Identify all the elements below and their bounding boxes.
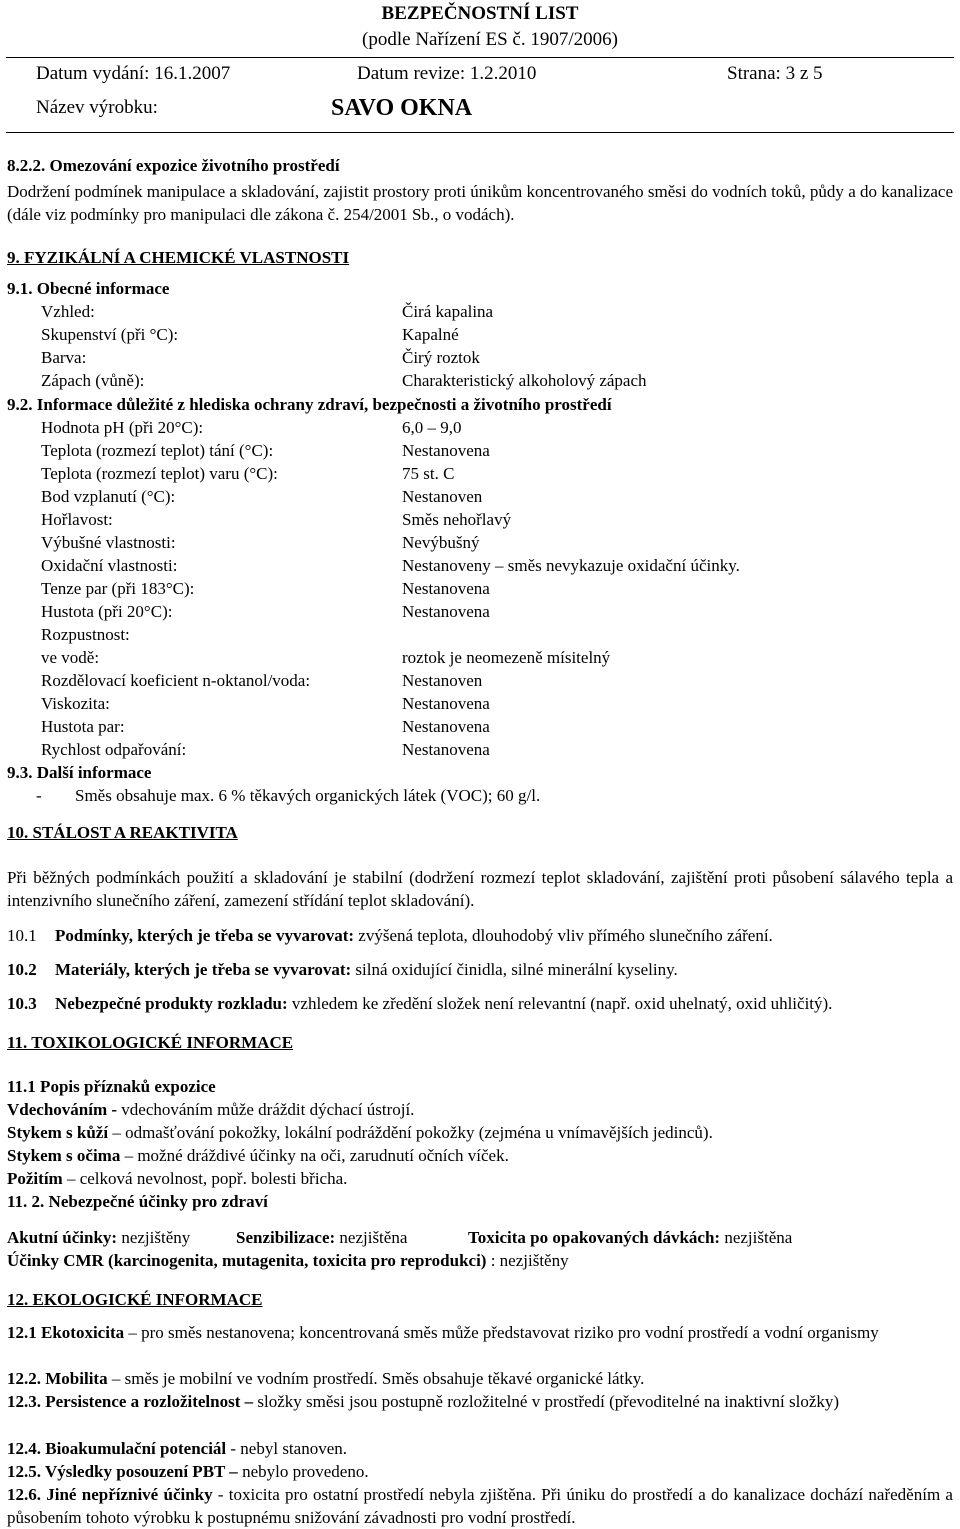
section-12-5-label: 12.5. Výsledky posouzení PBT – xyxy=(7,1462,238,1481)
repeated-dose-value: nezjištěna xyxy=(720,1228,793,1247)
prop-value-flammability: Směs nehořlavý xyxy=(402,510,512,529)
prop-label-density: Hustota (při 20°C): xyxy=(41,602,173,621)
document-title: BEZPEČNOSTNÍ LIST xyxy=(381,3,579,24)
route-inhalation xyxy=(7,1100,414,1120)
section-10-1-number: 10.1 xyxy=(7,926,37,945)
section-12-4-text: - nebyl stanoven. xyxy=(226,1439,347,1458)
prop-value-explosive: Nevýbušný xyxy=(402,533,480,552)
section-12-6-label: 12.6. Jiné nepříznivé účinky xyxy=(7,1485,213,1504)
prop-value-melting: Nestanovena xyxy=(402,441,490,460)
section-9-heading: 9. FYZIKÁLNÍ A CHEMICKÉ VLASTNOSTI xyxy=(7,248,350,267)
section-9-2-heading: 9.2. Informace důležité z hlediska ochrany zdraví, bezpečnosti a životního prostředí xyxy=(7,395,612,414)
section-12-4-label: 12.4. Bioakumulační potenciál xyxy=(7,1439,227,1458)
prop-label-melting: Teplota (rozmezí teplot) tání (°C): xyxy=(41,441,274,460)
section-10-2-text xyxy=(55,960,678,980)
sensitization-value: nezjištěna xyxy=(335,1228,408,1247)
route-ingestion-label: Požitím xyxy=(7,1169,63,1188)
section-12-3-label: 12.3. Persistence a rozložitelnost – xyxy=(7,1392,254,1411)
section-9-3-dash: - xyxy=(36,786,42,805)
prop-label-partition: Rozdělovací koeficient n-oktanol/voda: xyxy=(41,671,311,690)
section-12-2-text: – směs je mobilní ve vodním prostředí. Směs obsahuje těkavé organické látky. xyxy=(107,1369,645,1388)
section-9-3-text: Směs obsahuje max. 6 % těkavých organických látek (VOC); 60 g/l. xyxy=(75,786,541,805)
route-ingestion xyxy=(7,1169,347,1189)
prop-value-evaporation: Nestanovena xyxy=(402,740,490,759)
section-12-heading: 12. EKOLOGICKÉ INFORMACE xyxy=(7,1290,263,1309)
section-10-2-value: silná oxidující činidla, silné minerální kyseliny. xyxy=(351,960,678,979)
acute-effects-value: nezjištěny xyxy=(117,1228,191,1247)
section-12-5-text: nebylo provedeno. xyxy=(237,1462,369,1481)
section-12-6 xyxy=(7,1483,953,1529)
prop-value-odor: Charakteristický alkoholový zápach xyxy=(402,371,647,390)
header-top-rule xyxy=(6,57,954,58)
cmr-effects xyxy=(7,1251,569,1271)
prop-label-viscosity: Viskozita: xyxy=(41,694,110,713)
section-10-3-number: 10.3 xyxy=(7,994,37,1013)
section-12-3-text: složky směsi jsou postupně rozložitelné v prostředí (převoditelné na inaktivní složky) xyxy=(253,1392,840,1411)
prop-value-viscosity: Nestanovena xyxy=(402,694,490,713)
prop-value-vapor-density: Nestanovena xyxy=(402,717,490,736)
prop-label-ph: Hodnota pH (při 20°C): xyxy=(41,418,204,437)
prop-value-color: Čirý roztok xyxy=(402,348,480,367)
acute-effects xyxy=(7,1228,190,1248)
route-inhalation-text: vdechováním může dráždit dýchací ústrojí. xyxy=(117,1100,415,1119)
route-eyes xyxy=(7,1146,509,1166)
section-12-1-text: – pro směs nestanovena; koncentrovaná směs může představovat riziko pro vodní prostředí a vodní organismy xyxy=(124,1323,879,1342)
section-12-1-label: 12.1 Ekotoxicita xyxy=(7,1323,125,1342)
section-12-5 xyxy=(7,1460,953,1483)
prop-label-solubility: Rozpustnost: xyxy=(41,625,130,644)
prop-label-evaporation: Rychlost odpařování: xyxy=(41,740,187,759)
product-label: Název výrobku: xyxy=(36,97,158,118)
prop-value-oxidizing: Nestanoveny – směs nevykazuje oxidační účinky. xyxy=(402,556,740,575)
section-11-heading: 11. TOXIKOLOGICKÉ INFORMACE xyxy=(7,1033,294,1052)
route-inhalation-label: Vdechováním - xyxy=(7,1100,118,1119)
section-10-3-text xyxy=(55,994,832,1014)
section-12-2-label: 12.2. Mobilita xyxy=(7,1369,108,1388)
acute-effects-label: Akutní účinky: xyxy=(7,1228,118,1247)
section-12-3 xyxy=(7,1390,953,1413)
route-skin-label: Stykem s kůží xyxy=(7,1123,109,1142)
route-skin xyxy=(7,1123,713,1143)
revision-date: Datum revize: 1.2.2010 xyxy=(357,63,537,84)
prop-label-odor: Zápach (vůně): xyxy=(41,371,145,390)
page-number: Strana: 3 z 5 xyxy=(727,63,823,84)
repeated-dose-toxicity xyxy=(468,1228,792,1248)
route-ingestion-text: – celková nevolnost, popř. bolesti břicha. xyxy=(62,1169,348,1188)
section-8-2-2-text: Dodržení podmínek manipulace a skladování, zajistit prostory proti únikům koncentrovaného směsi do vodních toků, půdy a do kanalizace (dále viz podmínky pro manipulaci dle zákona č. 254/2001 Sb., o vodách). xyxy=(7,182,953,224)
prop-label-vapor-pressure: Tenze par (při 183°C): xyxy=(41,579,195,598)
prop-value-boiling: 75 st. C xyxy=(402,464,455,483)
product-name: SAVO OKNA xyxy=(331,95,473,121)
section-10-2-number: 10.2 xyxy=(7,960,37,979)
section-12-4 xyxy=(7,1437,953,1460)
route-eyes-text: – možné dráždivé účinky na oči, zarudnutí očních víček. xyxy=(120,1146,509,1165)
route-skin-text: – odmašťování pokožky, lokální podráždění pokožky (zejména u vnímavějších jedinců). xyxy=(108,1123,713,1142)
prop-label-oxidizing: Oxidační vlastnosti: xyxy=(41,556,178,575)
section-11-1-heading: 11.1 Popis příznaků expozice xyxy=(7,1077,216,1096)
section-10-1-value: zvýšená teplota, dlouhodobý vliv přímého slunečního záření. xyxy=(354,926,773,945)
prop-value-partition: Nestanoven xyxy=(402,671,483,690)
prop-label-state: Skupenství (při °C): xyxy=(41,325,179,344)
prop-label-appearance: Vzhled: xyxy=(41,302,95,321)
prop-label-flammability: Hořlavost: xyxy=(41,510,113,529)
prop-value-appearance: Čirá kapalina xyxy=(402,302,494,321)
prop-label-boiling: Teplota (rozmezí teplot) varu (°C): xyxy=(41,464,278,483)
section-12-1 xyxy=(7,1321,953,1344)
section-10-3-label: Nebezpečné produkty rozkladu: xyxy=(55,994,288,1013)
section-8-2-2-heading: 8.2.2. Omezování expozice životního prostředí xyxy=(7,156,340,175)
header-bottom-rule xyxy=(6,132,954,133)
section-9-1-heading: 9.1. Obecné informace xyxy=(7,279,170,298)
section-11-2-heading: 11. 2. Nebezpečné účinky pro zdraví xyxy=(7,1192,268,1211)
prop-label-explosive: Výbušné vlastnosti: xyxy=(41,533,176,552)
sensitization-label: Senzibilizace: xyxy=(236,1228,336,1247)
route-eyes-label: Stykem s očima xyxy=(7,1146,121,1165)
section-10-2-label: Materiály, kterých je třeba se vyvarovat: xyxy=(55,960,352,979)
issue-date: Datum vydání: 16.1.2007 xyxy=(36,63,231,84)
cmr-effects-label: Účinky CMR (karcinogenita, mutagenita, toxicita pro reprodukci) xyxy=(7,1251,487,1270)
prop-label-color: Barva: xyxy=(41,348,87,367)
prop-label-vapor-density: Hustota par: xyxy=(41,717,125,736)
section-12-2 xyxy=(7,1367,953,1390)
document-subtitle: (podle Nařízení ES č. 1907/2006) xyxy=(362,29,618,50)
section-10-heading: 10. STÁLOST A REAKTIVITA xyxy=(7,823,238,842)
sensitization xyxy=(236,1228,407,1248)
prop-label-flash: Bod vzplanutí (°C): xyxy=(41,487,176,506)
section-10-intro: Při běžných podmínkách použití a skladování je stabilní (dodržení rozmezí teplot skladování, zajištění proti působení sálavého tepla a intenzivního slunečního záření, zamezení střídání teplot skladování). xyxy=(7,868,953,910)
section-10-1-label: Podmínky, kterých je třeba se vyvarovat: xyxy=(55,926,355,945)
section-12-6-text: - toxicita pro ostatní prostředí nebyla zjištěna. Při úniku do prostředí a do kanalizace dochází naředěním a působením tohoto výrobku k postupnému snižování závadnosti pro vodní prostředí. xyxy=(7,1485,953,1527)
prop-value-state: Kapalné xyxy=(402,325,459,344)
repeated-dose-label: Toxicita po opakovaných dávkách: xyxy=(468,1228,721,1247)
prop-value-flash: Nestanoven xyxy=(402,487,483,506)
cmr-effects-value: : nezjištěny xyxy=(486,1251,569,1270)
prop-value-vapor-pressure: Nestanovena xyxy=(402,579,490,598)
section-10-3-value: vzhledem ke zředění složek není relevantní (např. oxid uhelnatý, oxid uhličitý). xyxy=(287,994,833,1013)
prop-value-ph: 6,0 – 9,0 xyxy=(402,418,462,437)
prop-label-in-water: ve vodě: xyxy=(41,648,100,667)
prop-value-in-water: roztok je neomezeně mísitelný xyxy=(402,648,611,667)
section-10-1-text xyxy=(55,926,773,946)
prop-value-density: Nestanovena xyxy=(402,602,490,621)
section-9-3-heading: 9.3. Další informace xyxy=(7,763,152,782)
